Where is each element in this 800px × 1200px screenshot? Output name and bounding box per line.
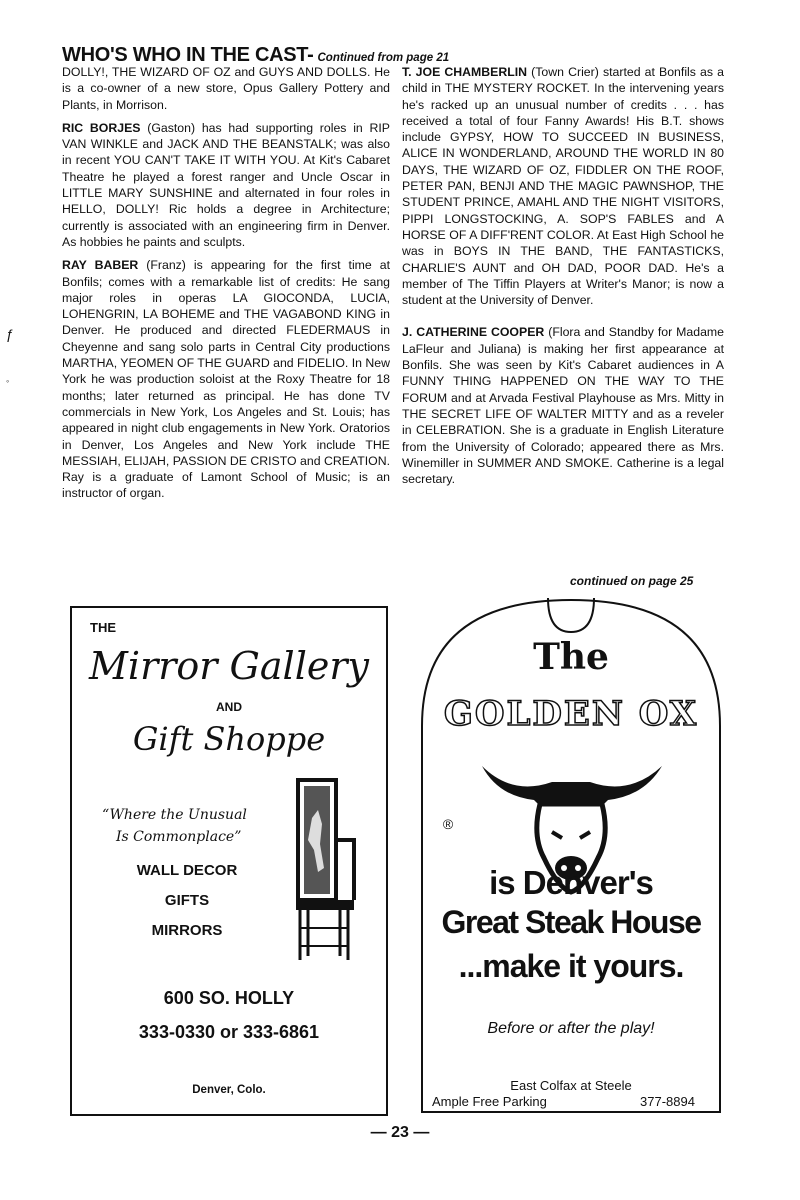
bio-name: RAY BABER [62, 258, 139, 273]
ox-address: East Colfax at Steele [510, 1078, 632, 1093]
ox-line-2: Great Steak House [441, 904, 701, 940]
ad-address: 600 SO. HOLLY [163, 988, 295, 1008]
standing-mirror-illustration [294, 778, 366, 968]
ox-the: The [533, 636, 609, 678]
ox-parking: Ample Free Parking [432, 1094, 547, 1109]
page-number: — 23 — [370, 1124, 430, 1141]
tagline-line: Is Commonplace” [116, 829, 242, 845]
right-column [402, 64, 724, 494]
bio-text: (Franz) is appearing for the first time at Bonfils; comes with a remarkable list of credits: He sang major roles in operas LA GIOCONDA, LUCIA, LOHENGRIN, LA BOHEME and THE VAGABOND KING in Denver. He produced and directed FLEDERMAUS in Cheyenne and sang solo parts in Central City productions MARTHA, YEOMEN OF THE GUARD and FIDELIO. In New York he was production soloist at the Roxy Theatre for 18 months; later returned as principal. He has done TV commercials in New York, Los Angeles and St. Louis; has appeared in night club engagements in New York. Oratorios in Denver, Los Angeles and New York include THE MESSIAH, ELIJAH, PASSION DE CRISTO and CREATION. Ray is a graduate of Lamont School of Music; is an instructor of organ. [62, 258, 390, 501]
left-column [62, 64, 390, 509]
bio-intro: DOLLY!, THE WIZARD OF OZ and GUYS AND DOLLS. He is a co-owner of a new store, Opus Gallery Pottery and Plants, in Morrison. [62, 65, 390, 112]
bio-ray-baber [62, 257, 390, 501]
continued-on-note: continued on page 25 [570, 574, 694, 588]
product-item: MIRRORS [151, 922, 223, 939]
bio-name: RIC BORJES [62, 120, 141, 135]
bio-ric-borjes [62, 120, 390, 250]
margin-mark: ◦ [6, 376, 10, 386]
ox-phone: 377-8894 [640, 1094, 695, 1109]
bio-name: J. CATHERINE COOPER [402, 325, 545, 340]
ad-product-list [102, 856, 272, 946]
bio-text: (Gaston) has had supporting roles in RIP VAN WINKLE and JACK AND THE BEANSTALK; was also in recent YOU CAN'T TAKE IT WITH YOU. At Kit's Cabaret Theatre he played a forest ranger and Uncle Oscar in LITTLE MARY SUNSHINE and alternated in four roles in HELLO, DOLLY! Ric holds a degree in Architecture; currently is associated with an engineering firm in Denver. As hobbies he paints and sculpts. [62, 120, 390, 249]
golden-ox-logo: GOLDEN OX [443, 694, 699, 734]
bio-text: (Flora and Standby for Madame LaFleur and Juliana) is making her first appearance at Bonfils. She was seen by Kit's Cabaret audiences in A FUNNY THING HAPPENED ON THE WAY TO THE FORUM and at Arvada Festival Playhouse as Mrs. Mitty in THE SECRET LIFE OF WALTER MITTY and as a reveler in CELEBRATION. She is a graduate in English Literature from the University of Colorado; appeared there as Mrs. Winemiller in SUMMER AND SMOKE. Catherine is a legal secretary. [402, 325, 724, 487]
tagline-line: “Where the Unusual [102, 807, 247, 823]
product-item: WALL DECOR [136, 862, 238, 879]
ad-the: THE [90, 620, 116, 635]
bio-joe-chamberlin [402, 64, 724, 308]
margin-mark: ƒ [6, 326, 14, 342]
section-title: WHO'S WHO IN THE CAST- [62, 44, 314, 66]
bio-name: T. JOE CHAMBERLIN [402, 65, 528, 79]
registered-mark: ® [442, 816, 454, 832]
ad-phone: 333-0330 or 333-6861 [138, 1022, 320, 1042]
ox-line-3: ...make it yours. [458, 948, 684, 984]
ad-store-name: Mirror Gallery [89, 644, 369, 688]
ad-city: Denver, Colo. [192, 1084, 266, 1096]
product-item: GIFTS [164, 892, 210, 909]
bio-catherine-cooper [402, 324, 724, 487]
ox-slogan: Before or after the play! [487, 1020, 655, 1037]
ad-store-name-2: Gift Shoppe [132, 720, 326, 758]
continued-from-note: Continued from page 21 [317, 52, 450, 64]
mirror-gallery-ad [70, 606, 388, 1116]
ad-tagline [102, 804, 292, 848]
ox-line-1: is Denver's [489, 864, 653, 901]
bio-text: (Town Crier) started at Bonfils as a child in THE MYSTERY ROCKET. In the intervening years he's racked up an unusual number of credits . . . has received a total of four Fanny Awards! His B.T. shows include GYPSY, HOW TO SUCCEED IN BUSINESS, ALICE IN WONDERLAND, AROUND THE WORLD IN 80 DAYS, THE WIZARD OF OZ, FIDDLER ON THE ROOF, PETER PAN, BENJI AND THE MAGIC PAWNSHOP, THE STUDENT PRINCE, AMAHL AND THE NIGHT VISITORS, PIPPI LONGSTOCKING, A. SOP'S FABLES and A HORSE OF A DIFF'RENT COLOR. At East High School he was in BOYS IN THE BAND, THE FANTASTICKS, CHARLIE'S AUNT and OH DAD, POOR DAD. He's a member of The Tiffin Players at Writer's Manor; is now a student at the University of Denver. [402, 65, 724, 308]
ad-and: AND [216, 700, 242, 714]
